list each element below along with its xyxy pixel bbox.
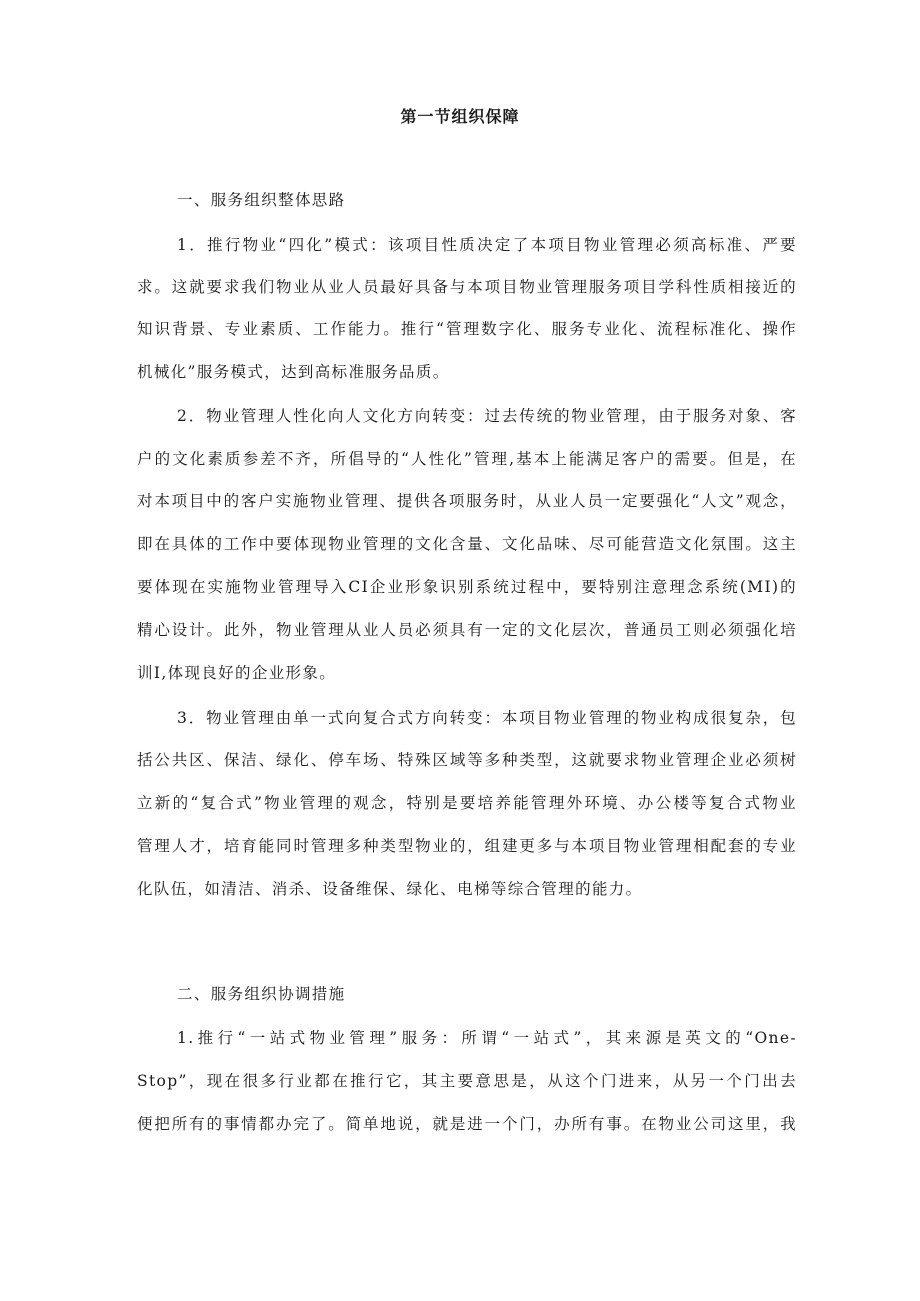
paragraph-line: 2．物业管理人性化向人文化方向转变：过去传统的物业管理，由于服务对象、客	[177, 407, 797, 425]
paragraph-line: 户的文化素质参差不齐，所倡导的“人性化”管理,基本上能满足客户的需要。但是，在	[137, 450, 797, 468]
paragraph-line: 要体现在实施物业管理导入CI企业形象识别系统过程中，要特别注意理念系统(MI)的	[137, 578, 797, 596]
paragraph-line: 括公共区、保洁、绿化、停车场、特殊区域等多种类型，这就要求物业管理企业必须树	[137, 751, 797, 769]
paragraph-line: 3．物业管理由单一式向复合式方向转变：本项目物业管理的物业构成很复杂，包	[177, 709, 797, 727]
paragraph-line: 机械化”服务模式，达到高标准服务品质。	[137, 363, 450, 381]
paragraph-line: 即在具体的工作中要体现物业管理的文化含量、文化品味、尽可能营造文化氛围。这主	[137, 535, 797, 553]
paragraph-line: 训I,体现良好的企业形象。	[137, 664, 337, 682]
section-heading-2: 二、服务组织协调措施	[177, 985, 346, 1003]
paragraph-line: 化队伍，如清洁、消杀、设备维保、绿化、电梯等综合管理的能力。	[137, 880, 643, 898]
paragraph-line: 立新的“复合式”物业管理的观念，特别是要培养能管理外环境、办公楼等复合式物业	[137, 794, 797, 812]
paragraph-line: 对本项目中的客户实施物业管理、提供各项服务时，从业人员一定要强化“人文”观念，	[137, 492, 797, 510]
paragraph-line: 精心设计。此外，物业管理从业人员必须具有一定的文化层次，普通员工则必须强化培	[137, 621, 797, 639]
paragraph-line: 便把所有的事情都办完了。简单地说，就是进一个门，办所有事。在物业公司这里，我	[137, 1115, 797, 1133]
paragraph-line: 1．推行物业“四化”模式：该项目性质决定了本项目物业管理必须高标准、严要	[177, 236, 797, 254]
section-heading-1: 一、服务组织整体思路	[177, 191, 346, 209]
paragraph-line: 管理人才，培育能同时管理多种类型物业的，组建更多与本项目物业管理相配套的专业	[137, 837, 797, 855]
paragraph-line: Stop”，现在很多行业都在推行它，其主要意思是，从这个门进来，从另一个门出去	[137, 1072, 797, 1090]
paragraph-line: 1.推行“一站式物业管理”服务：所谓“一站式”，其来源是英文的“One-	[177, 1029, 797, 1047]
paragraph-line: 知识背景、专业素质、工作能力。推行“管理数字化、服务专业化、流程标准化、操作	[137, 320, 797, 338]
paragraph-line: 求。这就要求我们物业从业人员最好具备与本项目物业管理服务项目学科性质相接近的	[137, 278, 797, 296]
document-title: 第一节组织保障	[400, 107, 520, 126]
